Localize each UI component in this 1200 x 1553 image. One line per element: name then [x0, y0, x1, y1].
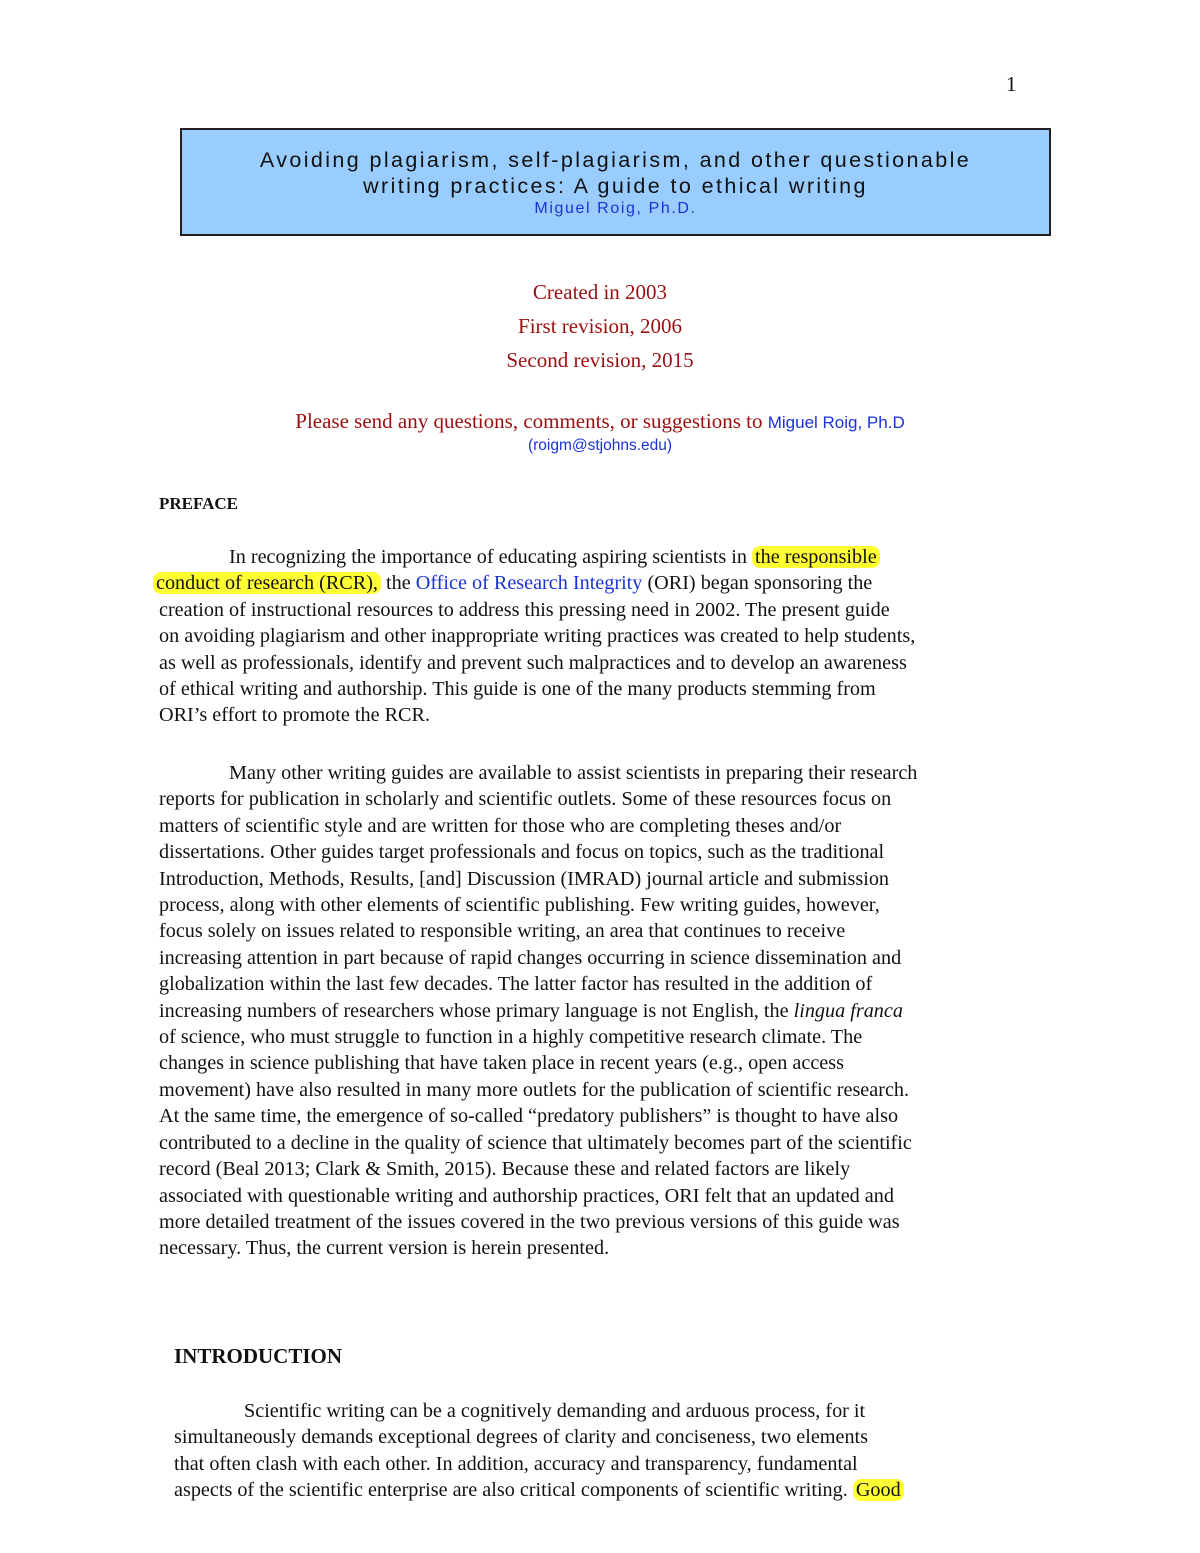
- paragraph-line: Many other writing guides are available to assist scientists in preparing their research: [229, 762, 918, 784]
- preface-paragraph-2: [159, 760, 1039, 1262]
- paragraph-line: [153, 570, 1039, 596]
- paragraph-line: process, along with other elements of scientific publishing. Few writing guides, however,: [159, 894, 880, 917]
- paragraph-line: focus solely on issues related to responsible writing, an area that continues to receive: [159, 920, 846, 943]
- paragraph-line: [174, 1477, 1034, 1503]
- contact-text: Please send any questions, comments, or suggestions to: [295, 409, 763, 433]
- first-revision: First revision, 2006: [518, 314, 682, 338]
- paragraph-line: increasing attention in part because of rapid changes occurring in science dissemination and: [159, 946, 902, 969]
- contact-email-link[interactable]: (roigm@stjohns.edu): [527, 437, 673, 454]
- paragraph-line: on avoiding plagiarism and other inappropriate writing practices was created to help students,: [159, 625, 916, 648]
- paragraph-line: changes in science publishing that have taken place in recent years (e.g., open access: [159, 1052, 844, 1075]
- title-line-2: writing practices: A guide to ethical writing: [363, 174, 868, 198]
- text-span: increasing numbers of researchers whose primary language is not English, the: [159, 999, 794, 1022]
- paragraph-line: dissertations. Other guides target professionals and focus on topics, such as the traditional: [159, 841, 885, 864]
- paragraph-line: creation of instructional resources to address this pressing need in 2002. The present guide: [159, 598, 890, 621]
- page-number: 1: [1006, 72, 1017, 96]
- text-span: aspects of the scientific enterprise are also critical components of scientific writing.: [174, 1479, 853, 1502]
- paragraph-line: Scientific writing can be a cognitively demanding and arduous process, for it: [244, 1400, 866, 1422]
- paragraph-line: of ethical writing and authorship. This guide is one of the many products stemming from: [159, 678, 876, 701]
- contact-name-link[interactable]: Miguel Roig, Ph.D: [767, 413, 905, 432]
- paragraph-line: that often clash with each other. In addition, accuracy and transparency, fundamental: [174, 1452, 858, 1475]
- title-line-1: Avoiding plagiarism, self-plagiarism, and other questionable: [259, 148, 972, 172]
- paragraph-line: At the same time, the emergence of so-called “predatory publishers” is thought to have also: [159, 1105, 899, 1128]
- paragraph-line: record (Beal 2013; Clark & Smith, 2015). Because these and related factors are likely: [159, 1158, 851, 1181]
- title-author: Miguel Roig, Ph.D.: [534, 200, 697, 217]
- introduction-paragraph: [174, 1398, 1034, 1504]
- created-date: Created in 2003: [532, 280, 668, 304]
- highlight-good: Good: [853, 1479, 904, 1501]
- paragraph-line: as well as professionals, identify and prevent such malpractices and to develop an awareness: [159, 651, 907, 674]
- paragraph-line: [159, 998, 1039, 1024]
- introduction-heading: INTRODUCTION: [174, 1344, 343, 1368]
- paragraph-line: more detailed treatment of the issues covered in the two previous versions of this guide was: [159, 1210, 900, 1233]
- preface-heading: PREFACE: [159, 494, 239, 513]
- paragraph-line: [159, 544, 1039, 570]
- lingua-franca-italic: lingua franca: [793, 999, 903, 1022]
- highlight-rcr: conduct of research (RCR),: [153, 572, 381, 594]
- paragraph-line: reports for publication in scholarly and scientific outlets. Some of these resources focus on: [159, 788, 892, 811]
- highlight-responsible: the responsible: [752, 546, 880, 568]
- second-revision: Second revision, 2015: [506, 348, 694, 372]
- paragraph-line: Introduction, Methods, Results, [and] Discussion (IMRAD) journal article and submission: [159, 867, 890, 890]
- paragraph-line: associated with questionable writing and authorship practices, ORI felt that an updated and: [159, 1184, 894, 1207]
- text-span: (ORI) began sponsoring the: [642, 572, 873, 595]
- paragraph-line: movement) have also resulted in many more outlets for the publication of scientific research.: [159, 1078, 910, 1101]
- paragraph-line: globalization within the last few decades. The latter factor has resulted in the addition of: [159, 973, 873, 996]
- paragraph-line: necessary. Thus, the current version is herein presented.: [159, 1237, 610, 1260]
- contact-line: [0, 409, 1200, 434]
- title-box: [180, 128, 1051, 236]
- text-span: In recognizing the importance of educating aspiring scientists in: [229, 546, 747, 568]
- preface-paragraph-1: [156, 544, 1039, 729]
- text-span: the: [380, 572, 416, 595]
- paragraph-line: matters of scientific style and are written for those who are completing theses and/or: [159, 814, 842, 837]
- paragraph-line: of science, who must struggle to function in a highly competitive research climate. The: [159, 1026, 863, 1049]
- paragraph-line: ORI’s effort to promote the RCR.: [159, 704, 431, 727]
- ori-link[interactable]: Office of Research Integrity: [415, 572, 643, 595]
- paragraph-line: contributed to a decline in the quality of science that ultimately becomes part of the scientific: [159, 1131, 912, 1154]
- paragraph-line: simultaneously demands exceptional degrees of clarity and conciseness, two elements: [174, 1426, 869, 1449]
